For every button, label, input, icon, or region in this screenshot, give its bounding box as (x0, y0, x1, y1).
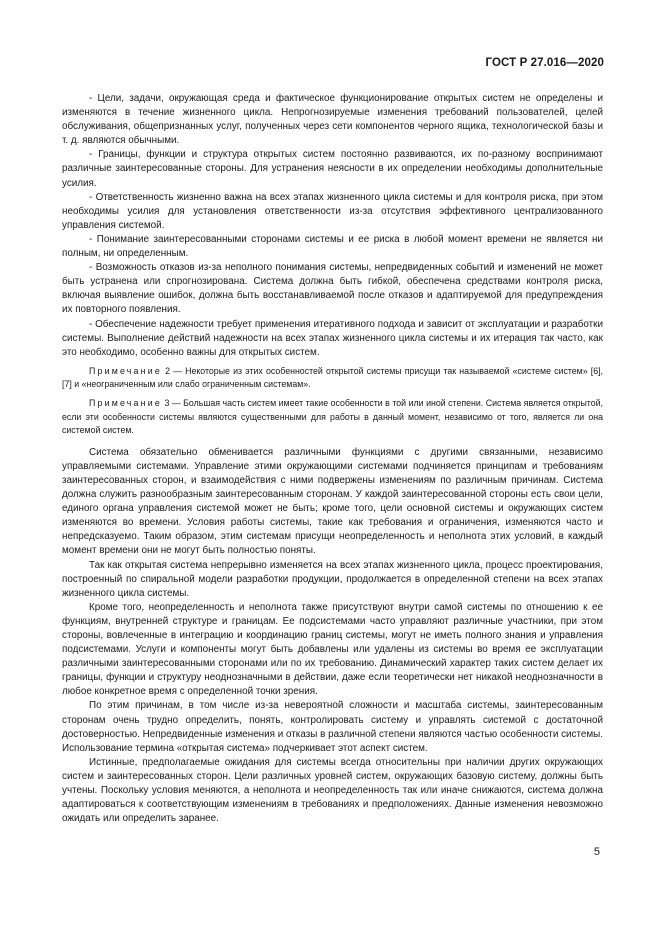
body-paragraph: Кроме того, неопределенность и неполнота также присутствуют внутри самой системы по отношению к ее функциям, внутренней структуре и границам. Ее подсистемами часто управляют различные участники, при этом стороны, вовлеченные в интеграцию и координацию границ системы, могут не иметь полного знания и управления подсистемами. Услуги и компоненты могут быть добавлены или удалены из системы во время ее эксплуатации различными заинтересованными сторонами или по их требованию. Динамический характер таких систем делает их границы, функции и структуру неоднозначными в действии, даже если теоретически нет никакой неоднозначности в любое конкретное время с определенной точки зрения. (62, 601, 603, 698)
note-3 (62, 397, 603, 438)
note-text: 3 — Большая часть систем имеет такие особенности в той или иной степени. Система является открытой, если эти особенности системы являются существенными для работы в данный момент, независимо от того, является ли она системой систем. (62, 397, 603, 436)
bullet-item: - Понимание заинтересованными сторонами системы и ее риска в любой момент времени не является ни полным, ни определенным. (62, 233, 603, 260)
body-paragraph: По этим причинам, в том числе из-за невероятной сложности и масштаба системы, заинтересованным сторонам очень трудно определить, понять, контролировать систему и управлять системой с достаточной достоверностью. Непредвиденные изменения и отказы в различной степени являются частью особенности системы. Использование термина «открытая система» подчеркивает этот аспект систем. (62, 700, 604, 754)
body-paragraph: Так как открытая система непрерывно изменяется на всех этапах жизненного цикла, процесс проектирования, построенный по спиральной модели разработки продукции, продолжается в определенной степени на всех этапах жизненного цикла системы. (62, 559, 603, 599)
bullet-item: - Обеспечение надежности требует применения итеративного подхода и зависит от эксплуатации и разработки системы. Выполнение действий надежности на всех этапах жизненного цикла системы и их итерация так часто, как это необходимо, особенно важны для открытых систем. (62, 318, 603, 358)
note-label: Примечание (89, 365, 162, 376)
body-paragraph: Система обязательно обменивается различными функциями с другими связанными, независимо управляемыми системами. Управление этими окружающими системами подчиняется принципам и требованиям заинтересованных сторон, и взаимодействия с ними подвержены изменениям по различным причинам. Система должна служить разнообразным заинтересованным сторонам. У каждой заинтересованной стороны есть свои цели, единого органа управления системой может не быть; кроме того, цели основной системы и окружающих систем изменяются во времени. Условия работы системы, такие как требования и ограничения, изменяются часто и непредсказуемо. Таким образом, этим системам присущи неопределенность и неполнота этих условий, в каждый момент времени они не могут быть полностью поняты. (62, 446, 603, 557)
page-number: 5 (593, 846, 600, 858)
document-id-header: ГОСТ Р 27.016—2020 (485, 57, 604, 69)
document-body (62, 92, 603, 826)
note-2 (62, 365, 603, 392)
bullet-item: - Возможность отказов из-за неполного понимания системы, непредвиденных событий и изменений не может быть устранена или спрогнозирована. Система должна быть гибкой, обеспечена средствами контроля риска, включая выявление ошибок, должна быть восстанавливаемой после отказов и адаптируемой для предупреждения их повторного появления. (62, 262, 603, 316)
bullet-item: - Ответственность жизненно важна на всех этапах жизненного цикла системы и для контроля риска, при этом необходимы усилия для установления ответственности из-за отсутствия эффективного централизованного управления системой. (62, 191, 603, 231)
note-text: 2 — Некоторые из этих особенностей открытой системы присущи так называемой «системе систем» [6], [7] и «неограниченным или слабо ограниченным системам». (62, 365, 603, 390)
bullet-item: - Границы, функции и структура открытых систем постоянно развиваются, их по-разному воспринимают различные заинтересованные стороны. Для устранения неясности в их определении необходимы дополнительные усилия. (62, 149, 603, 189)
bullet-item: - Цели, задачи, окружающая среда и фактическое функционирование открытых систем не определены и изменяются в течение жизненного цикла. Непрогнозируемые изменения требований пользователей, целей обслуживания, общепризнанных услуг, полученных через сети компонентов черного ящика, технологической базы и т. д. являются обычными. (62, 93, 603, 147)
note-label: Примечание (89, 397, 162, 408)
body-paragraph: Истинные, предполагаемые ожидания для системы всегда относительны при наличии других окружающих систем и заинтересованных сторон. Цели различных уровней систем, окружающих базовую систему, должны быть учтены. Поскольку условия меняются, а неполнота и неопределенность так или иначе снижаются, система должна адаптироваться к соответствующим изменениям в требованиях и предположениях. Данные изменения невозможно ожидать или определить заранее. (62, 756, 603, 825)
